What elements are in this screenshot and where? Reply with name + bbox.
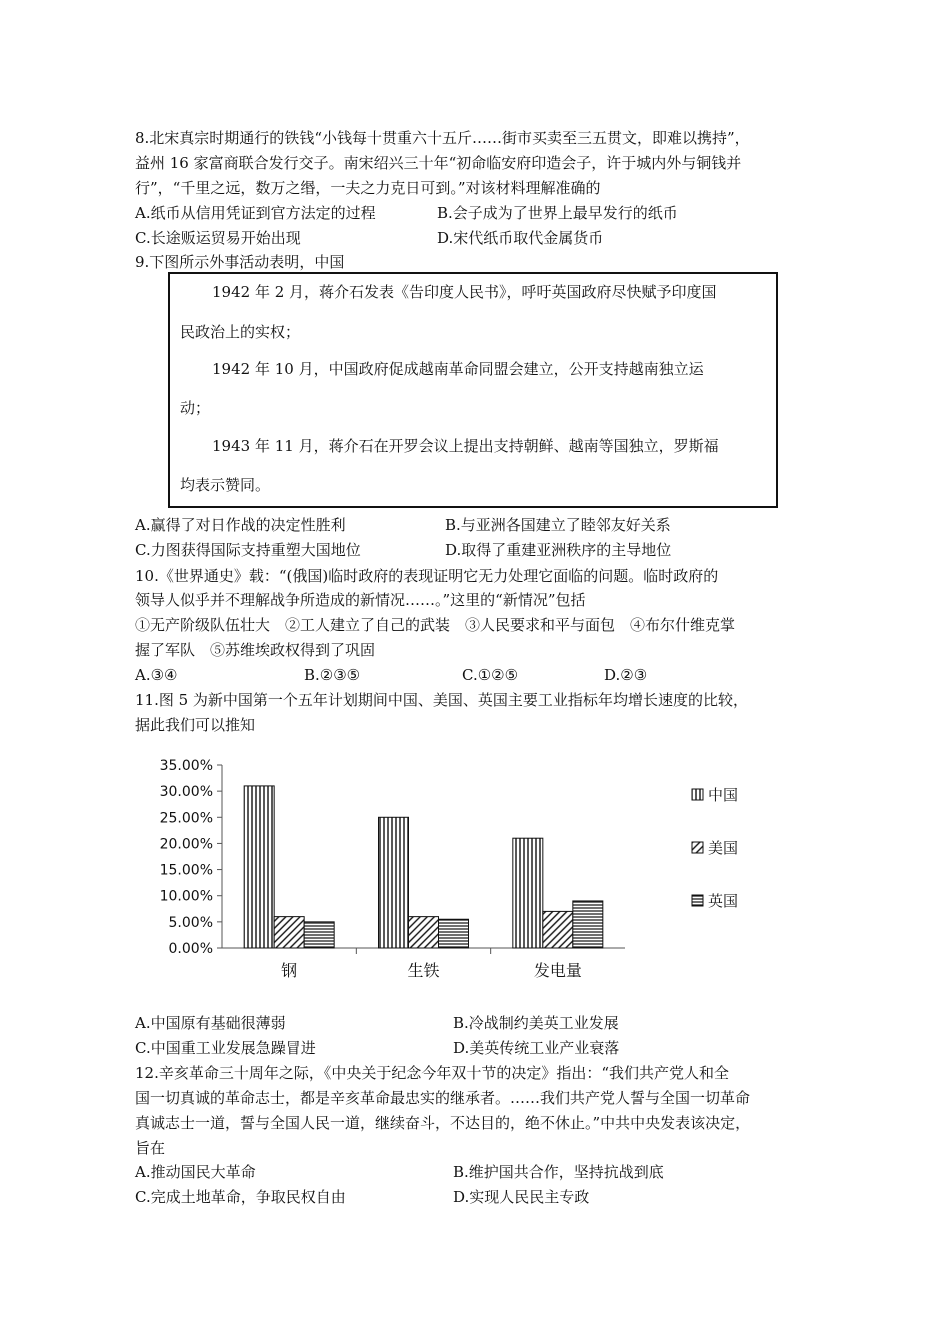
- x-tick-label: 生铁: [407, 961, 440, 980]
- bar: [543, 911, 573, 948]
- bar: [244, 786, 274, 948]
- bar: [513, 838, 543, 948]
- legend-swatch: [692, 842, 703, 853]
- q9-box-line: 1942 年 2 月，蒋介石发表《告印度人民书》，呼吁英国政府尽快赋予印度国: [212, 283, 717, 301]
- q9-box-line: 动；: [180, 399, 211, 417]
- q9-box-line: 1942 年 10 月，中国政府促成越南革命同盟会建立，公开支持越南独立运: [212, 360, 704, 378]
- y-tick-label: 25.00%: [159, 810, 213, 827]
- q12-option-c: C.完成土地革命，争取民权自由: [135, 1188, 346, 1206]
- q10-stem-line: 10.《世界通史》载：“(俄国)临时政府的表现证明它无力处理它面临的问题。临时政府的: [135, 567, 719, 585]
- q10-option-b: B.②③⑤: [304, 666, 361, 684]
- q9-option-c: C.力图获得国际支持重塑大国地位: [135, 541, 361, 559]
- bar: [304, 922, 334, 948]
- y-tick-label: 0.00%: [168, 941, 213, 957]
- y-tick-label: 35.00%: [159, 758, 213, 774]
- q8-stem-line: 行”，“千里之远，数万之缗，一夫之力克日可到。”对该材料理解准确的: [135, 179, 601, 197]
- q9-stem: 9.下图所示外事活动表明，中国: [135, 253, 345, 271]
- q9-option-a: A.赢得了对日作战的决定性胜利: [135, 516, 346, 534]
- q10-option-d: D.②③: [604, 666, 648, 684]
- q12-stem-line: 国一切真诚的革命志士，都是辛亥革命最忠实的继承者。……我们共产党人誓与全国一切革命: [135, 1089, 751, 1107]
- q11-option-a: A.中国原有基础很薄弱: [135, 1014, 286, 1032]
- bar: [379, 817, 409, 948]
- q10-option-c: C.①②⑤: [462, 666, 519, 684]
- q12-option-b: B.维护国共合作，坚持抗战到底: [453, 1163, 664, 1181]
- bar: [409, 917, 439, 948]
- q8-stem-line: 8.北宋真宗时期通行的铁钱“小钱每十贯重六十五斤……街市买卖至三五贯文，即难以携持”，: [135, 129, 750, 147]
- q12-stem-line: 12.辛亥革命三十周年之际，《中央关于纪念今年双十节的决定》指出：“我们共产党人和全: [135, 1064, 730, 1082]
- legend-label: 英国: [708, 892, 739, 910]
- x-tick-label: 钢: [281, 961, 298, 980]
- y-tick-label: 20.00%: [159, 836, 213, 853]
- q9-material-box: [168, 272, 778, 508]
- q10-option-a: A.③④: [135, 666, 178, 684]
- q11-stem-line: 据此我们可以推知: [135, 716, 256, 734]
- q11-stem-line: 11.图 5 为新中国第一个五年计划期间中国、美国、英国主要工业指标年均增长速度的比较，: [135, 691, 748, 709]
- q10-stem-line: ①无产阶级队伍壮大 ②工人建立了自己的武装 ③人民要求和平与面包 ④布尔什维克掌: [135, 616, 736, 634]
- q12-option-d: D.实现人民民主专政: [453, 1188, 590, 1206]
- q10-stem-line: 握了军队 ⑤苏维埃政权得到了巩固: [135, 641, 376, 659]
- q12-stem-line: 真诚志士一道，誓与全国人民一道，继续奋斗，不达目的，绝不休止。”中共中央发表该决定，: [135, 1114, 751, 1132]
- q12-stem-line: 旨在: [135, 1139, 166, 1157]
- q8-stem-line: 益州 16 家富商联合发行交子。南宋绍兴三十年“初命临安府印造会子，许于城内外与铜钱并: [135, 154, 742, 172]
- q8-option-a: A.纸币从信用凭证到官方法定的过程: [135, 204, 376, 222]
- legend-swatch: [692, 789, 703, 800]
- y-tick-label: 30.00%: [159, 784, 213, 801]
- bar: [573, 901, 603, 948]
- q11-option-c: C.中国重工业发展急躁冒进: [135, 1039, 316, 1057]
- q9-box-line: 1943 年 11 月，蒋介石在开罗会议上提出支持朝鲜、越南等国独立，罗斯福: [212, 437, 719, 455]
- growth-bar-chart: [135, 748, 815, 988]
- q9-option-d: D.取得了重建亚洲秩序的主导地位: [445, 541, 672, 559]
- legend-label: 美国: [708, 839, 739, 857]
- bar: [439, 919, 469, 948]
- q8-option-c: C.长途贩运贸易开始出现: [135, 229, 301, 247]
- y-tick-label: 15.00%: [159, 862, 213, 879]
- q11-option-b: B.冷战制约美英工业发展: [453, 1014, 619, 1032]
- y-tick-label: 10.00%: [159, 888, 213, 905]
- bar: [274, 917, 304, 948]
- q9-option-b: B.与亚洲各国建立了睦邻友好关系: [445, 516, 671, 534]
- q10-stem-line: 领导人似乎并不理解战争所造成的新情况……。”这里的“新情况”包括: [135, 591, 586, 609]
- q12-option-a: A.推动国民大革命: [135, 1163, 256, 1181]
- q9-box-line: 均表示赞同。: [180, 476, 271, 494]
- q8-option-d: D.宋代纸币取代金属货币: [437, 229, 604, 247]
- q9-box-line: 民政治上的实权；: [180, 323, 301, 341]
- y-tick-label: 5.00%: [168, 914, 213, 931]
- legend-swatch: [692, 895, 703, 906]
- x-tick-label: 发电量: [533, 961, 582, 980]
- legend-label: 中国: [708, 786, 739, 804]
- q8-option-b: B.会子成为了世界上最早发行的纸币: [437, 204, 678, 222]
- q11-option-d: D.美英传统工业产业衰落: [453, 1039, 620, 1057]
